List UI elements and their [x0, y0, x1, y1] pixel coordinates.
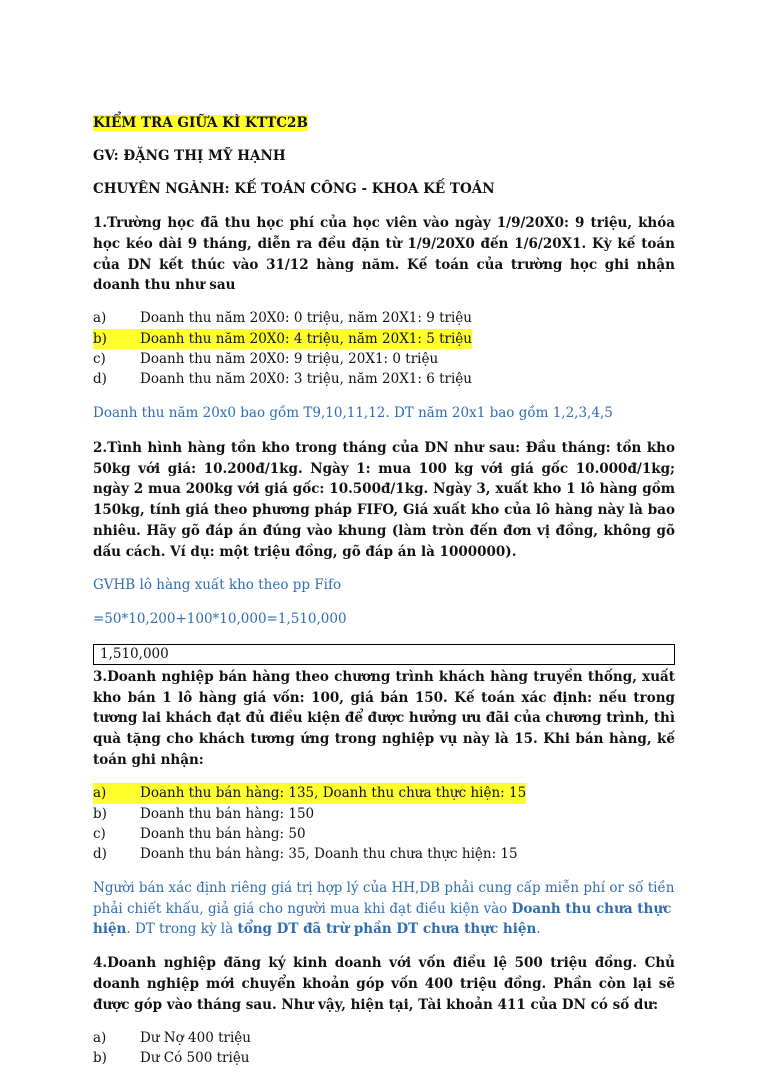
question-1-note: Doanh thu năm 20x0 bao gồm T9,10,11,12. DT năm 20x1 bao gồm 1,2,3,4,5 [93, 405, 613, 422]
option-3a: a) Doanh thu bán hàng: 135, Doanh thu chưa thực hiện: 15 [93, 783, 675, 803]
document-page [93, 114, 675, 1082]
question-1-options [93, 308, 675, 389]
option-3b: b) Doanh thu bán hàng: 150 [93, 805, 315, 822]
question-2-note-2: =50*10,200+100*10,000=1,510,000 [93, 611, 347, 628]
exam-title: KIỂM TRA GIỮA KÌ KTTC2B [93, 115, 308, 131]
question-3-note: Người bán xác định riêng giá trị hợp lý của HH,DB phải cung cấp miễn phí or số tiền phải chiết khấu, giả giá cho người mua khi đạt điều kiện vào Doanh thu chưa thực hiện. DT trong kỳ là tổng DT đã trừ phần DT chưa thực hiện. [93, 880, 675, 937]
answer-box[interactable]: 1,510,000 [93, 644, 675, 665]
question-1: 1.Trường học đã thu học phí của học viên vào ngày 1/9/20X0: 9 triệu, khóa học kéo dài 9 tháng, diễn ra đều đặn từ 1/9/20X0 đến 1/6/20X1. Kỳ kế toán của DN kết thúc vào 31/12 hàng năm. Kế toán của trường học ghi nhận doanh thu như sau [93, 214, 675, 294]
option-1d: d) Doanh thu năm 20X0: 3 triệu, năm 20X1: 6 triệu [93, 371, 472, 388]
question-2: 2.Tình hình hàng tồn kho trong tháng của DN như sau: Đầu tháng: tồn kho 50kg với giá: 10.200đ/1kg. Ngày 1: mua 100 kg với giá gốc 10.000đ/1kg; ngày 2 mua 200kg với giá gốc: 10.500đ/1kg. Ngày 3, xuất kho 1 lô hàng gồm 150kg, tính giá theo phương pháp FIFO, Giá xuất kho của lô hàng này là bao nhiêu. Hãy gõ đáp án đúng vào khung (làm tròn đến đơn vị đồng, không gõ dấu cách. Ví dụ: một triệu đồng, gõ đáp án là 1000000). [93, 439, 675, 561]
option-1c: c) Doanh thu năm 20X0: 9 triệu, 20X1: 0 triệu [93, 350, 439, 367]
question-4: 4.Doanh nghiệp đăng ký kinh doanh với vốn điều lệ 500 triệu đồng. Chủ doanh nghiệp mới chuyển khoản góp vốn 400 triệu đồng. Phần còn lại sẽ được góp vào tháng sau. Như vậy, hiện tại, Tài khoản 411 của DN có số dư: [93, 955, 675, 1013]
question-3: 3.Doanh nghiệp bán hàng theo chương trình khách hàng truyền thống, xuất kho bán 1 lô hàng giá vốn: 100, giá bán 150. Kế toán xác định: nếu trong tương lai khách đạt đủ điều kiện để được hưởng ưu đãi của chương trình, thì quà tặng cho khách tương ứng trong nghiệp vụ này là 15. Khi bán hàng, kế toán ghi nhận: [93, 668, 675, 769]
option-3c: c) Doanh thu bán hàng: 50 [93, 825, 306, 842]
option-3d: d) Doanh thu bán hàng: 35, Doanh thu chưa thực hiện: 15 [93, 846, 518, 862]
major-line: CHUYÊN NGÀNH: KẾ TOÁN CÔNG - KHOA KẾ TOÁN [93, 180, 495, 197]
option-4b: b) Dư Có 500 triệu [93, 1050, 250, 1067]
question-4-options [93, 1028, 675, 1069]
question-2-note-1: GVHB lô hàng xuất kho theo pp Fifo [93, 577, 342, 594]
question-3-options [93, 783, 675, 864]
teacher-name: GV: ĐẶNG THỊ MỸ HẠNH [93, 147, 286, 164]
option-1b: b) Doanh thu năm 20X0: 4 triệu, năm 20X1: 5 triệu [93, 329, 675, 349]
option-4a: a) Dư Nợ 400 triệu [93, 1029, 251, 1046]
option-1a: a) Doanh thu năm 20X0: 0 triệu, năm 20X1: 9 triệu [93, 310, 472, 327]
